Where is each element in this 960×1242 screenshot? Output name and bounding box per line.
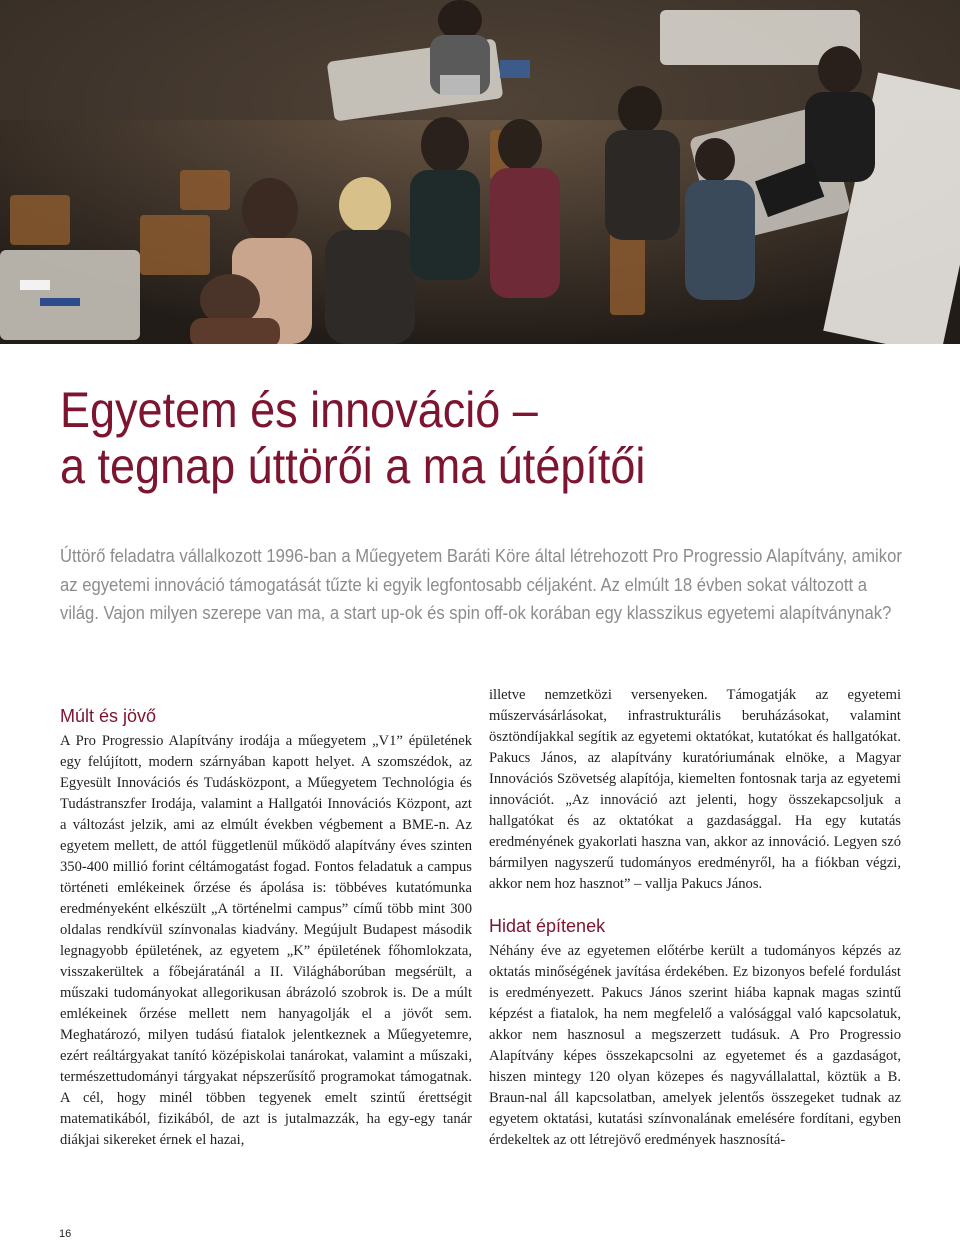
left-column: [60, 703, 472, 1151]
right-column: [489, 685, 901, 1151]
photo-students-collaborating-icon: [0, 0, 960, 344]
section-heading-bridges: Hidat építenek: [489, 916, 606, 936]
header-photo: [0, 0, 960, 344]
section-body-past-future: A Pro Progressio Alapítvány irodája a műegyetem „V1” épületének egy felújított, modern szárnyában kapott helyet. A szomszédok, az Egyesült Innovációs és Tudásközpont, a Műegyetem Technológia és Tudástranszfer Irodája, valamint a Hallgatói Innovációs Központ, azt a változást jelzik, ami az elmúlt években végbement a BME-n. Az egyetem mellett, de attól függetlenül működő alapítvány éves szinten 350-400 millió forint céltámogatást fogad. Fontos feladatuk a campus történeti emlékeinek őrzése és ápolása is: többéves kutatómunka eredményeként elkészült „A történelmi campus” című több mint 300 oldalas rendkívül színvonalas kiadvány. Megújult Budapest második legnagyobb épületének, az egyetem „K” épületének főhomlokzata, visszakerültek a főbejáratánál a II. Világháborúban megsérült, a műszaki tudományokat allegorikusan ábrázoló szobrok is. De a múlt emlékeinek őrzése mellett nem hanyagolják el a jövőt sem. Meghatározó, milyen tudású fiatalok jelentkeznek a Műegyetemre, ezért reáltárgyakat tanító középiskolai tanárokat, valamint a műszaki, természettudományi tárgyakat népszerűsítő programokat támogatnak. A cél, hogy minél többen tegyenek emelt szintű érettségit matematikából, fizikából, de azt is jutalmazzák, ha egy-egy tanár diákjai sikereket érnek el hazai,: [60, 733, 472, 1148]
lead-paragraph: Úttörő feladatra vállalkozott 1996-ban a Műegyetem Baráti Köre által létrehozott Pro Progressio Alapítvány, amikor az egyetemi innováció támogatását tűzte ki egyik legfontosabb céljaként. Az elmúlt 18 évben sokat változott a világ. Vajon milyen szerepe van ma, a start up-ok és spin off-ok korában egy klasszikus egyetemi alapítványnak?: [60, 545, 902, 623]
section-spacer: [489, 895, 901, 913]
page-number: 16: [59, 1228, 72, 1240]
title-line-2: a tegnap úttörői a ma útépítői: [60, 438, 646, 494]
title-line-1: Egyetem és innováció –: [60, 382, 538, 438]
section-body-bridges: Néhány éve az egyetemen előtérbe került a tudományos képzés az oktatás minőségének javítása érdekében. Ez bizonyos befelé fordulást is eredményezett. Pakucs János szerint hiába kapnak magas szintű képzést a fiatalok, ha nem megfelelő a valósággal való kapcsolatuk, akkor nem hasznosul a megszerzett tudásuk. A Pro Progressio Alapítvány képes összekapcsolni az egyetemet és a gazdaságot, hiszen mintegy 120 olyan közepes és nagyvállalattal, köztük a B. Braun-nal áll kapcsolatban, amelyek jelentős összegeket tudnak az egyetem oktatási, kutatási színvonalának emelésére fordítani, egyben érdekeltek az ott létrejövő eredmények hasznosítá-: [489, 943, 901, 1148]
section-heading-past-future: Múlt és jövő: [60, 706, 157, 726]
article-title: [60, 382, 645, 494]
continuation-paragraph: illetve nemzetközi versenyeken. Támogatják az egyetemi műszervásárlásokat, infrastrukturális beruházásokat, valamint ösztöndíjakkal segítik az egyetemi oktatókat, kutatókat és hallgatókat. Pakucs János, az alapítvány kuratóriumának elnöke, a Magyar Innovációs Szövetség alapítója, kiemelten fontosnak tarja az egyetemi innovációt. „Az innováció azt jelenti, hogy összekapcsoljuk a hallgatókat és az oktatókat a gazdasággal. Ha egy kutatás eredményének gyakorlati hasznа van, akkor az innováció. Legyen szó bármilyen nagyszerű tudományos eredményről, ha a fiókban végzi, akkor nem hoz hasznot” – vallja Pakucs János.: [489, 687, 901, 892]
